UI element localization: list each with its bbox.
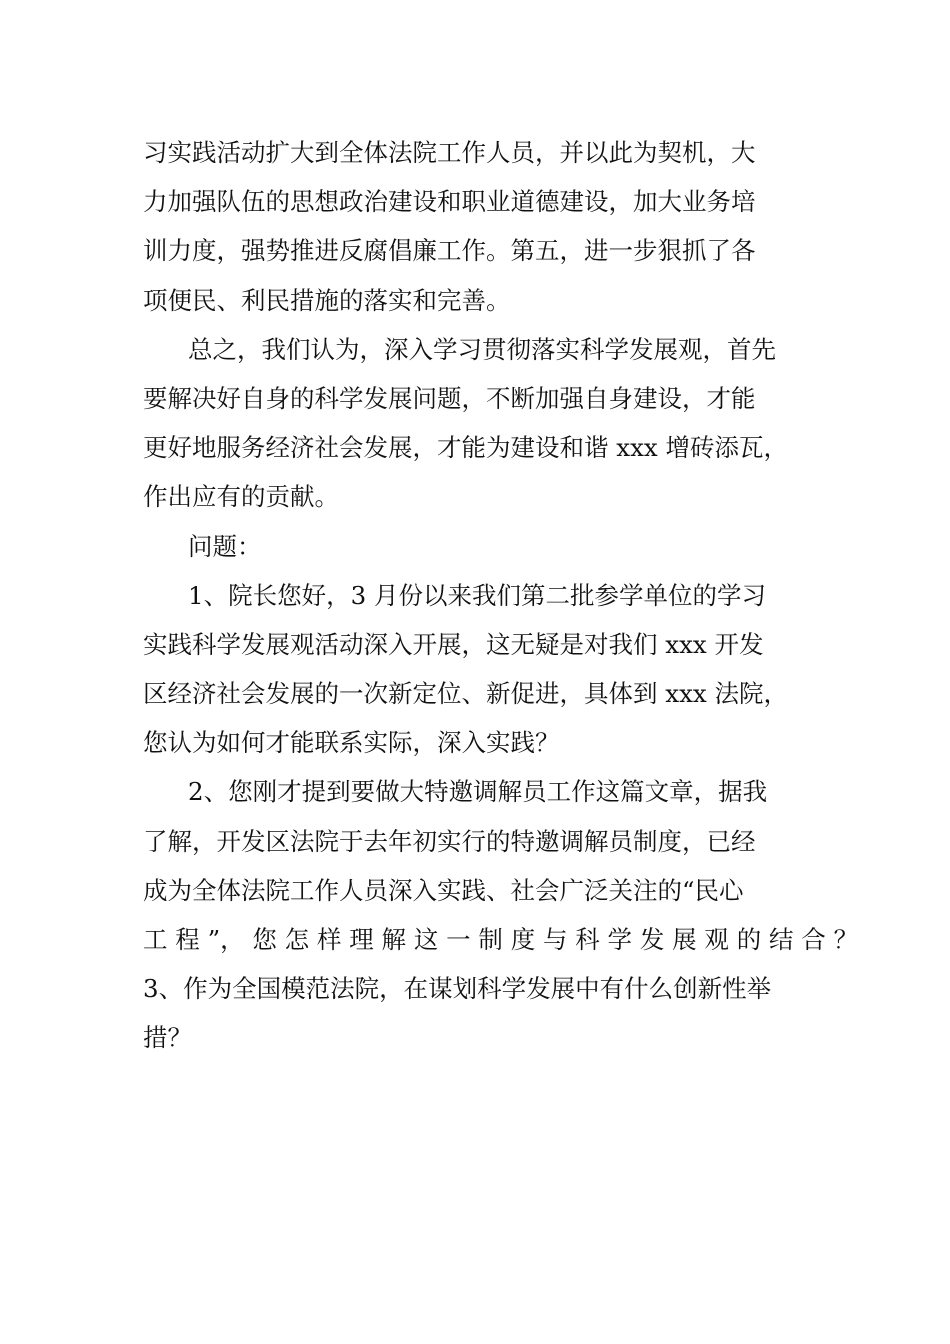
text-line: 3、作为全国模范法院，在谋划科学发展中有什么创新性举: [143, 974, 772, 1004]
text-line: 要解决好自身的科学发展问题，不断加强自身建设，才能: [143, 383, 756, 413]
text-line: 力加强队伍的思想政治建设和职业道德建设，加大业务培: [143, 187, 756, 217]
text-line: 措？: [143, 1023, 192, 1053]
document-body: [143, 128, 859, 1063]
text-line: 作出应有的贡献。: [143, 482, 339, 512]
section-label: 问题：: [188, 531, 262, 561]
text-line: 区经济社会发展的一次新定位、新促进，具体到 xxx 法院，: [143, 679, 789, 709]
text-line: 工 程 ”， 您 怎 样 理 解 这 一 制 度 与 科 学 发 展 观 的 结 合 ？: [143, 925, 859, 954]
text-line: 项便民、利民措施的落实和完善。: [143, 285, 511, 315]
text-line: 总之，我们认为，深入学习贯彻落实科学发展观，首先: [188, 334, 776, 364]
text-line: 2、您刚才提到要做大特邀调解员工作这篇文章，据我: [188, 777, 768, 807]
text-line: 1、院长您好，3 月份以来我们第二批参学单位的学习: [188, 580, 766, 610]
text-line: 您认为如何才能联系实际，深入实践？: [143, 728, 560, 758]
text-line: 了解，开发区法院于去年初实行的特邀调解员制度，已经: [143, 826, 756, 856]
text-line: 更好地服务经济社会发展，才能为建设和谐 xxx 增砖添瓦，: [143, 433, 789, 463]
text-line: 训力度，强势推进反腐倡廉工作。第五，进一步狠抓了各: [143, 236, 756, 266]
text-line: 习实践活动扩大到全体法院工作人员，并以此为契机，大: [143, 138, 756, 167]
text-line: 实践科学发展观活动深入开展，这无疑是对我们 xxx 开发: [143, 629, 764, 659]
text-line: 成为全体法院工作人员深入实践、社会广泛关注的“民心: [143, 875, 744, 905]
